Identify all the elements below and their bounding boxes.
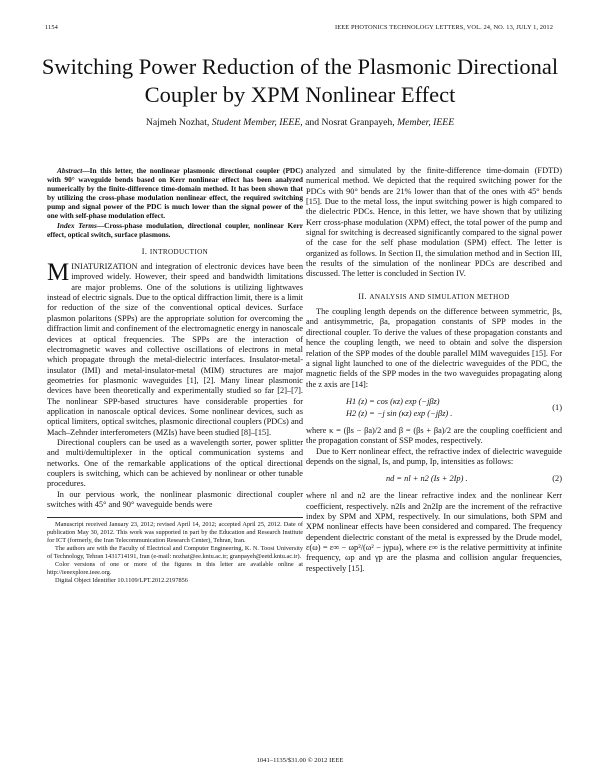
footnote-color: Color versions of one or more of the figures in this letter are available online at http://ieeexplore.ieee.org. [47,560,303,576]
page-number: 1154 [45,24,58,31]
intro-paragraph-1-text: INIATURIZATION and integration of electronic devices have been improved widely. However, their speed and bandwidth limitations are major problems. One of the solutions is utilizing lightwaves instead of electric signals. Due to the optical diffraction limit, there is a limit for reduction of the size of the conventional optical devices. Surface plasmon polaritons (SPPs) are the appropriate solution for overcoming the diffraction limit and confinement of the electromagnetic energy in nanoscale devices at optical frequencies. The SPPs are the interaction of electromagnetic waves and collective oscillations of electrons in metal which propagate through the metal-dielectric interfaces. Insulator-metal-insulator (IMI) and metal-insulator-metal (MIM) structures are major geometries for plasmonic waveguides [1], [2]. Many linear plasmonic devices have been theoretically and experimentally studied so far [2]–[7]. The nonlinear SPP-based structures have considerable properties for application in nanoscale optical devices. Some nonlinear devices, such as optical limiters, optical switches, plasmonic directional couplers (PDCs) and Mach–Zehnder interferometers (MZIs) have been studied [8]–[15]. [47,262,303,437]
drop-cap: M [47,259,70,287]
abstract-lead: Abstract [57,166,83,175]
method-paragraph-3: Due to Kerr nonlinear effect, the refractive index of dielectric waveguide depends on the signal, Is, and pump, Ip, intensities as follows: [306,446,562,466]
intro-paragraph-2: Directional couplers can be used as a wavelength sorter, power splitter and multi/demultiplexer in the optical communication systems and networks. One of the remarkable applications of the optical directional couplers is switching, which can be achieved by nonlinear or other tunable procedures. [47,437,303,489]
footnote-doi: Digital Object Identifier 10.1109/LPT.2012.2197856 [55,576,188,584]
author-1-role: Student Member, IEEE, [211,117,303,128]
section-1-heading [47,247,303,257]
footnote-affiliation: The authors are with the Faculty of Electrical and Computer Engineering, K. N. Toosi University of Technology, Tehran 1431714191, Iran (e-mail: nozhat@ee.kntu.ac.ir; granpayeh@eetd.kntu.ac.ir). [47,545,303,560]
author-2-role: Member, IEEE [397,117,455,128]
index-terms [47,221,303,239]
method-paragraph-4: where nl and n2 are the linear refractive index and the nonlinear Kerr coefficient, respectively. n2Is and 2n2Ip are the increment of the refractive index by SPM and XPM, respectively. In our simulations, both SPM and XPM nonlinear effects have been considered and compared. The frequency dependent dielectric constant of the metal is expressed by the Drude model, ε(ω) = ε∞ − ωp²/(ω² − jγpω), where ε∞ is the relative permittivity at infinite frequency, ωp and γp are the plasma and collision angular frequencies, respectively [15]. [306,491,562,573]
footnotes [47,517,303,584]
equation-2-line: nd = nl + n2 (Is + 2Ip) . [386,474,468,484]
intro-paragraph-3-cont: analyzed and simulated by the finite-difference time-domain (FDTD) numerical method. We depicted that the required switching power for the PDCs with 90° bends are 21% lower than that of the ones with 45° bends [15]. Due to the metal loss, the input switching power is high compared to the dielectric PDCs. Hence, in this letter, we have shown that by utilizing Kerr cross-phase modulation (XPM) effect, the total power of the pump and signal for switching is decreased significantly compared to the signal power of the case for the self phase modulation (SPM) effect. The letter is organized as follows. In Section II, the simulation method and in Section III, the results of the simulation of the nonlinear PDCs are described and discussed. The letter is concluded in Section IV. [306,166,562,279]
author-2-name: and Nosrat Granpayeh, [305,117,395,128]
equation-1-number: (1) [552,402,562,412]
section-1-title: INTRODUCTION [149,247,209,256]
footnote-received: Manuscript received January 23, 2012; revised April 14, 2012; accepted April 25, 2012. Date of publication May 30, 2012. This work was supported in part by the Education and Research Institute for ICT (formerly, the Iran Telecommunication Research Center), Tehran, Iran. [47,521,303,545]
index-terms-lead: Index Terms [57,220,97,230]
equation-1-line-1: H1 (z) = cos (κz) exp (−jβz) [346,396,440,406]
equation-1 [306,396,562,420]
abstract-text: —In this letter, the nonlinear plasmonic directional coupler (PDC) with 90° waveguide bends based on Kerr nonlinear effect has been analyzed numerically by the finite-difference time-domain method. It has been shown that by utilizing the cross-phase modulation nonlinear effect, the required switching pump and signal power of the PDC is much lower than the signal power of the one with self-phase modulation effect. [47,166,303,221]
paper-title: Switching Power Reduction of the Plasmonic Directional Coupler by XPM Nonlinear Effect [41,54,559,107]
equation-2 [306,473,562,485]
method-paragraph-2: where κ = (βs − βa)/2 and β = (βs + βa)/2 are the coupling coefficient and the propagation constant of SSP modes, respectively. [306,425,562,446]
copyright-footer: 1041–1135/$31.00 © 2012 IEEE [256,757,344,764]
method-paragraph-1: The coupling length depends on the difference between symmetric, βs, and antisymmetric, βa, propagation constants of SPP modes in the directional coupler. To derive the values of these propagation constants and hence the coupling length, we need to obtain and solve the dispersion relation of the SPP modes of the double parallel MIM waveguides [15]. For a signal light launched to one of the dielectric waveguides of the PDC, the magnetic fields of the SPP modes in the two waveguides propagating along the z axis are [14]: [306,307,562,389]
index-terms-text: —Cross-phase modulation, directional coupler, nonlinear Kerr effect, optical switch, surface plasmons. [47,220,304,239]
section-1-number: I. [141,246,148,256]
journal-header: IEEE PHOTONICS TECHNOLOGY LETTERS, VOL. 24, NO. 13, JULY 1, 2012 [335,24,553,31]
equation-2-number: (2) [552,474,562,484]
abstract [47,166,303,221]
left-column [47,166,303,585]
section-2-number: II. [358,291,367,301]
intro-paragraph-3: In our pervious work, the nonlinear plasmonic directional coupler switches with 45° and 90° waveguide bends were [47,489,303,509]
equation-1-line-2: H2 (z) = −j sin (κz) exp (−jβz) . [346,408,453,418]
author-1-name: Najmeh Nozhat, [145,117,210,128]
section-2-heading [306,292,562,302]
section-2-title: ANALYSIS AND SIMULATION METHOD [369,292,510,301]
right-column [306,166,562,574]
author-line [40,117,560,128]
intro-paragraph-1 [47,259,303,438]
